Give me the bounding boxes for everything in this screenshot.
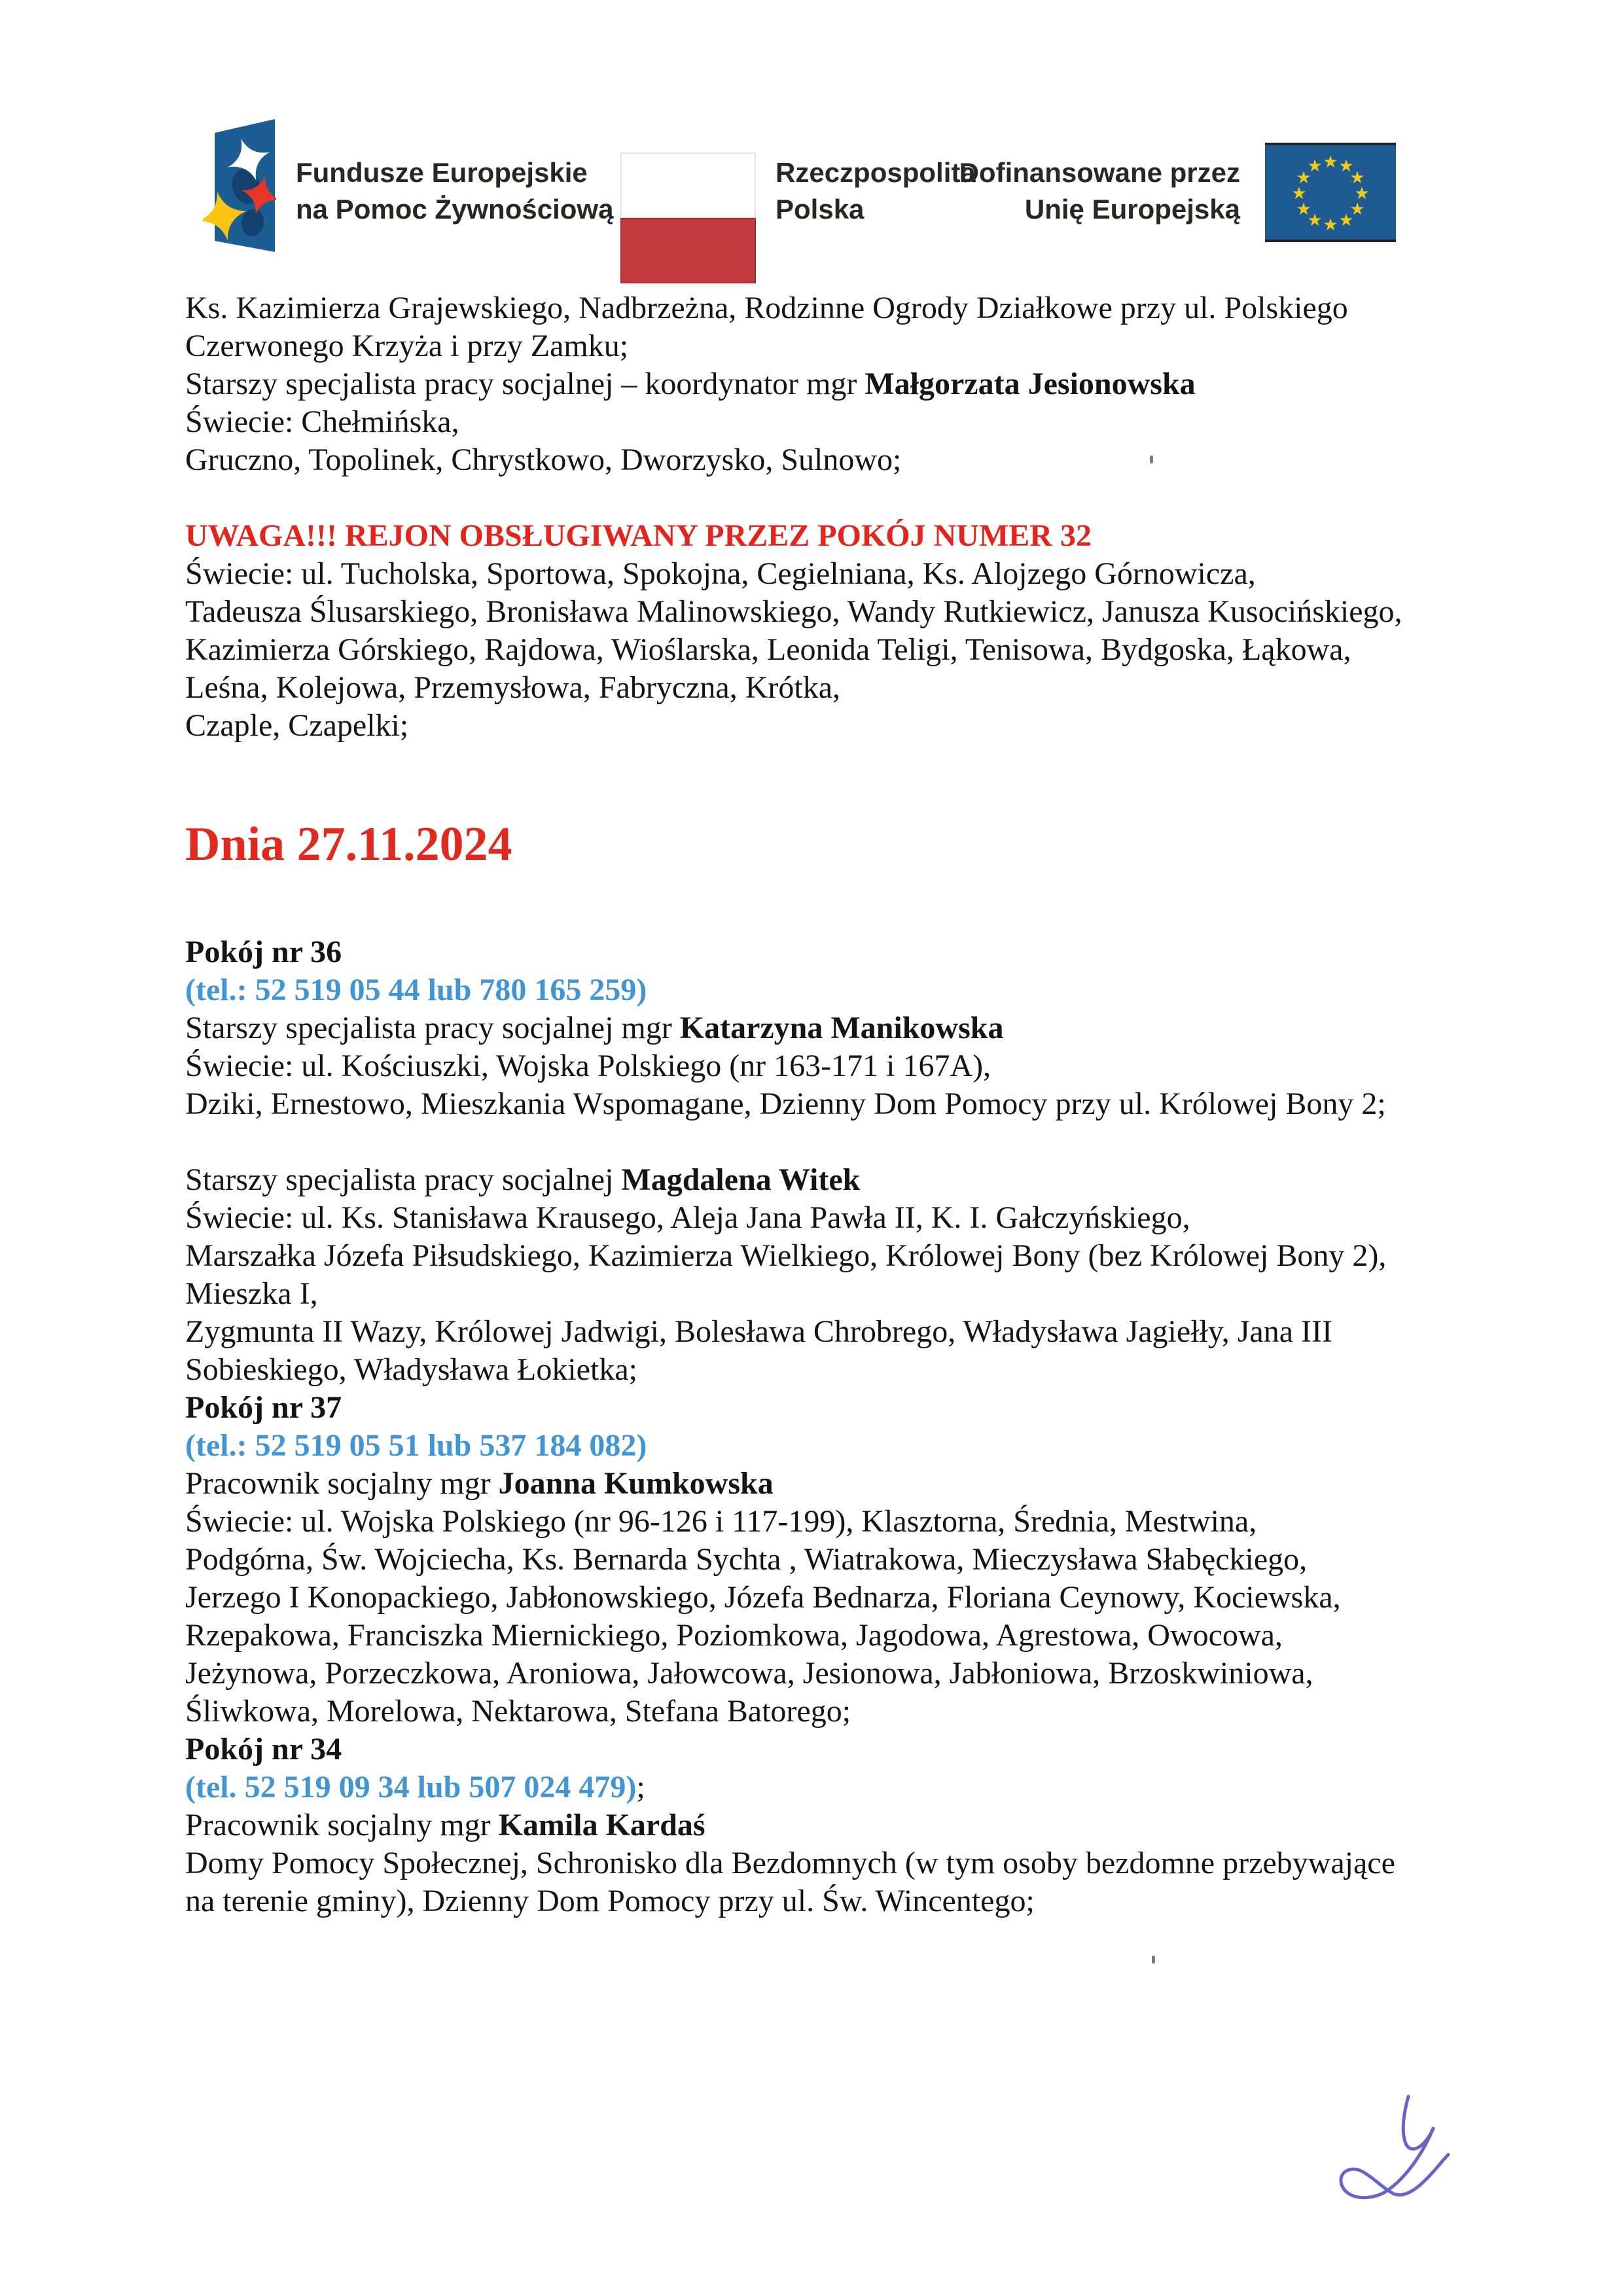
text-line: Pracownik socjalny mgr Kamila Kardaś bbox=[185, 1808, 705, 1842]
logo-pl-line1: Rzeczpospolita bbox=[776, 157, 976, 188]
rzeczpospolita-polska-label bbox=[776, 154, 976, 228]
text-line: Starszy specjalista pracy socjalnej mgr Katarzyna Manikowska bbox=[185, 1011, 1004, 1045]
text-line: Domy Pomocy Społecznej, Schronisko dla Bezdomnych (w tym osoby bezdomne przebywające bbox=[185, 1846, 1395, 1880]
poland-flag-icon bbox=[620, 152, 756, 283]
scan-speck bbox=[1152, 1956, 1155, 1964]
text-line: Tadeusza Ślusarskiego, Bronisława Malinowskiego, Wandy Rutkiewicz, Janusza Kusocińskiego, bbox=[185, 594, 1402, 629]
logo-pl-line2: Polska bbox=[776, 194, 865, 224]
text-line: Czaple, Czapelki; bbox=[185, 708, 409, 743]
svg-text:★: ★ bbox=[1338, 156, 1354, 176]
text-line: Starszy specjalista pracy socjalnej – koordynator mgr Małgorzata Jesionowska bbox=[185, 367, 1196, 401]
text-line: (tel.: 52 519 05 44 lub 780 165 259) bbox=[185, 973, 647, 1007]
svg-text:★: ★ bbox=[1349, 168, 1365, 188]
logo-fe-line2: na Pomoc Żywnościową bbox=[296, 194, 614, 224]
svg-text:★: ★ bbox=[1354, 184, 1370, 204]
dofinansowane-label bbox=[949, 154, 1240, 228]
text-line: Mieszka I, bbox=[185, 1276, 318, 1311]
date-heading: Dnia 27.11.2024 bbox=[185, 817, 512, 871]
text-line: Śliwkowa, Morelowa, Nektarowa, Stefana Batorego; bbox=[185, 1694, 851, 1729]
svg-text:★: ★ bbox=[1323, 215, 1338, 235]
text-line: Jeżynowa, Porzeczkowa, Aroniowa, Jałowcowa, Jesionowa, Jabłoniowa, Brzoskwiniowa, bbox=[185, 1656, 1313, 1691]
text-line: Pracownik socjalny mgr Joanna Kumkowska bbox=[185, 1466, 774, 1501]
text-line: Świecie: ul. Ks. Stanisława Krausego, Aleja Jana Pawła II, K. I. Gałczyńskiego, bbox=[185, 1200, 1190, 1235]
svg-text:★: ★ bbox=[1349, 200, 1365, 219]
text-line: Świecie: ul. Kościuszki, Wojska Polskiego (nr 163-171 i 167A), bbox=[185, 1049, 991, 1083]
text-line: Pokój nr 37 bbox=[185, 1390, 342, 1425]
text-line: Czerwonego Krzyża i przy Zamku; bbox=[185, 329, 629, 363]
text-line: Sobieskiego, Władysława Łokietka; bbox=[185, 1352, 637, 1387]
svg-text:★: ★ bbox=[1307, 156, 1323, 176]
svg-text:★: ★ bbox=[1291, 184, 1307, 204]
rooms-schedule-text bbox=[185, 933, 1488, 1920]
logo-eu-line1: Dofinansowane przez bbox=[959, 157, 1240, 188]
text-line: Podgórna, Św. Wojciecha, Ks. Bernarda Sychta , Wiatrakowa, Mieczysława Słabęckiego, bbox=[185, 1542, 1308, 1577]
text-line: Pokój nr 36 bbox=[185, 935, 342, 969]
text-line: (tel. 52 519 09 34 lub 507 024 479); bbox=[185, 1770, 645, 1804]
logo-fe-line1: Fundusze Europejskie bbox=[296, 157, 588, 188]
region-paragraph-and-warning bbox=[185, 289, 1488, 745]
scan-speck bbox=[1150, 456, 1153, 463]
text-line: Jerzego I Konopackiego, Jabłonowskiego, Józefa Bednarza, Floriana Ceynowy, Kociewska, bbox=[185, 1580, 1341, 1615]
logo-eu-line2: Unię Europejską bbox=[1024, 194, 1240, 224]
svg-text:★: ★ bbox=[1307, 211, 1323, 230]
fundusze-europejskie-flag-icon bbox=[203, 119, 276, 253]
text-line: Świecie: Chełmińska, bbox=[185, 404, 459, 439]
text-line: Świecie: ul. Tucholska, Sportowa, Spokojna, Cegielniana, Ks. Alojzego Górnowicza, bbox=[185, 556, 1256, 591]
eu-flag-icon bbox=[1265, 143, 1396, 242]
text-line: Leśna, Kolejowa, Przemysłowa, Fabryczna, Krótka, bbox=[185, 670, 841, 705]
text-line bbox=[185, 479, 1488, 517]
text-line: Ks. Kazimierza Grajewskiego, Nadbrzeżna, Rodzinne Ogrody Działkowe przy ul. Polskiego bbox=[185, 291, 1348, 325]
svg-text:★: ★ bbox=[1323, 152, 1338, 172]
text-line: Rzepakowa, Franciszka Miernickiego, Poziomkowa, Jagodowa, Agrestowa, Owocowa, bbox=[185, 1618, 1283, 1653]
text-line: Kazimierza Górskiego, Rajdowa, Wioślarska, Leonida Teligi, Tenisowa, Bydgoska, Łąkowa, bbox=[185, 632, 1351, 667]
svg-text:★: ★ bbox=[1338, 211, 1354, 230]
text-line: Zygmunta II Wazy, Królowej Jadwigi, Bolesława Chrobrego, Władysława Jagiełły, Jana III bbox=[185, 1314, 1332, 1349]
text-line: na terenie gminy), Dzienny Dom Pomocy przy ul. Św. Wincentego; bbox=[185, 1884, 1035, 1918]
signature bbox=[1322, 2068, 1472, 2245]
text-line: Pokój nr 34 bbox=[185, 1732, 342, 1767]
svg-text:★: ★ bbox=[1296, 168, 1311, 188]
svg-text:★: ★ bbox=[1296, 200, 1311, 219]
text-line: Starszy specjalista pracy socjalnej Magdalena Witek bbox=[185, 1162, 861, 1197]
text-line bbox=[185, 1123, 1488, 1161]
text-line: Gruczno, Topolinek, Chrystkowo, Dworzysko, Sulnowo; bbox=[185, 442, 902, 477]
text-line: Dziki, Ernestowo, Mieszkania Wspomagane, Dzienny Dom Pomocy przy ul. Królowej Bony 2; bbox=[185, 1086, 1386, 1121]
text-line: (tel.: 52 519 05 51 lub 537 184 082) bbox=[185, 1428, 647, 1463]
text-line: Marszałka Józefa Piłsudskiego, Kazimierza Wielkiego, Królowej Bony (bez Królowej Bony 2), bbox=[185, 1238, 1387, 1273]
text-line: Świecie: ul. Wojska Polskiego (nr 96-126 i 117-199), Klasztorna, Średnia, Mestwina, bbox=[185, 1504, 1257, 1539]
text-line: UWAGA!!! REJON OBSŁUGIWANY PRZEZ POKÓJ NUMER 32 bbox=[185, 518, 1092, 553]
fundusze-europejskie-label bbox=[296, 154, 613, 228]
